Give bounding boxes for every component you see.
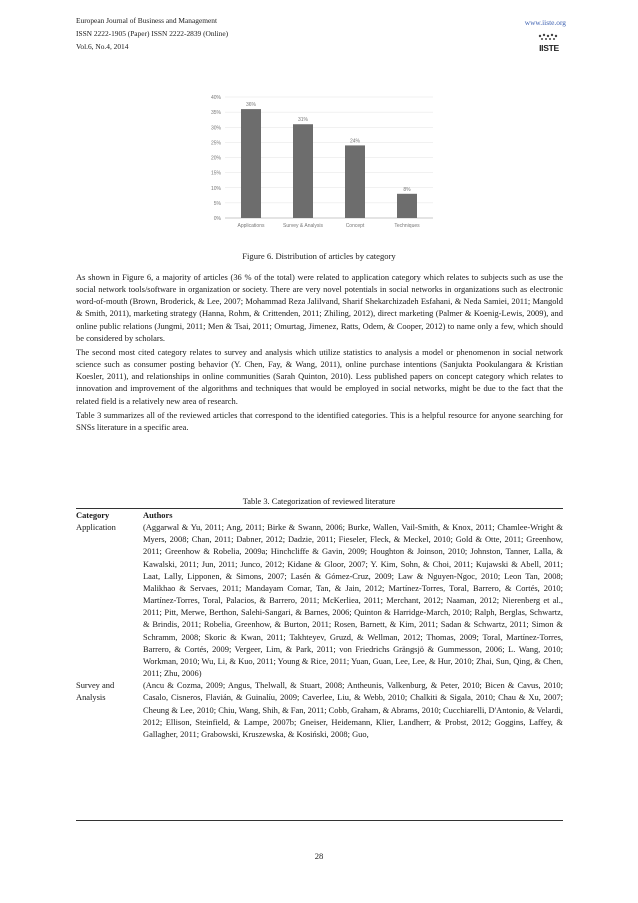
y-tick-label: 5%	[213, 200, 221, 207]
bar	[397, 194, 417, 218]
x-tick-label: Techniques	[394, 223, 420, 229]
iiste-logo	[536, 33, 562, 53]
bar	[241, 109, 261, 218]
bar	[345, 145, 365, 218]
table-bottom-rule	[76, 820, 563, 821]
bar	[293, 124, 313, 218]
table-row	[76, 521, 563, 679]
table-caption: Table 3. Categorization of reviewed literature	[242, 497, 396, 506]
data-label: 8%	[403, 186, 411, 193]
figure-caption: Figure 6. Distribution of articles by category	[242, 251, 396, 261]
y-tick-label: 40%	[210, 95, 221, 101]
y-tick-label: 15%	[210, 170, 221, 177]
logo-text: IISTE	[539, 43, 559, 53]
literature-table	[76, 509, 563, 740]
y-tick-label: 20%	[210, 155, 221, 162]
table-row	[76, 679, 563, 740]
issn-line: ISSN 2222-1905 (Paper) ISSN 2222-2839 (Online)	[76, 29, 229, 38]
row-category: Application	[76, 522, 116, 533]
volume-line: Vol.6, No.4, 2014	[76, 42, 129, 51]
y-tick-label: 0%	[213, 216, 221, 222]
row-authors: (Aggarwal & Yu, 2011; Ang, 2011; Birke & Swann, 2006; Burke, Wallen, Vail-Smith, & Knox, 2011; Chamlee-Wright & Myers, 2008; Chan, 2011; Dabner, 2012; Dadzie, 2011; Fieseler, Fleck, & Meckel, 2010; Gold & Otte, 2011; Greenhow, 2011; Greenhow & Robelia, 2009a; Hinchcliffe & Gavin, 2009; Houghton & Joinson, 2010; Johnston, Tanner, Lalla, & Kawalski, 2011; Jun, 2011; Junco, 2012; Kidane & Gloor, 2007; Y. Kim, Sohn, & Choi, 2011; Kujawski & Abell, 2011; Laat, Lally, Lipponen, & Simons, 2007; Lasén & Gómez-Cruz, 2009; Law & Nguyen-Ngoc, 2010; Leon Tan, 2008; Malikhao & Servaes, 2011; Mandayam Comar, Tan, & Jain, 2012; Martínez-Torres, Toral, Barrero, & Cortés, 2010; Martínez-Torres, Toral, Palacios, & Barrero, 2011; McKerliea, 2011; Merchant, 2012; Naaman, 2012; Nierenberg et al., 2011; Pitt, Merwe, Berthon, Salehi-Sangari, & Barnes, 2006; Quinton & Harridge-March, 2010; Ralph, Berglas, Schwartz, & Brindis, 2011; Robelia, Greenhow, & Burton, 2011; Rosen, Barnett, & Kim, 2011; Sadan & Schwartz, 2011; Simon & Schramm, 2008; Skoric & Kwan, 2011; Takhteyev, Gruzd, & Wellman, 2012; Thomas, 2009; Toral, Martínez-Torres, Barrero, & Cortés, 2009; Vergeer, Lim, & Park, 2011; von Friedrichs Grängsjö & Gummesson, 2006; L. Wang, 2010; Workman, 2010; Wu, Li, & Kuo, 2011; Young & Rice, 2011; Yuan, Guan, Lee, Lee, & Hur, 2010; Zhai, Sun, Qing, & Chen, 2011; Zhu, 2006)	[143, 522, 563, 679]
data-label: 24%	[349, 138, 361, 145]
header-category: Category	[76, 510, 110, 520]
y-tick-label: 35%	[210, 110, 221, 117]
journal-name: European Journal of Business and Management	[76, 16, 218, 25]
y-tick-label: 10%	[210, 185, 221, 192]
data-label: 31%	[297, 117, 309, 124]
page-number: 28	[314, 851, 324, 861]
paragraph: As shown in Figure 6, a majority of articles (36 % of the total) were related to application category which relates to subjects such as use the social network tools/software in organization or society. There are very novel potentials in social networks in organizations such as electronic word-of-mouth (Brown, Broderick, & Lee, 2007; Mohammad Reza Jalilvand, Sharif Shekarchizadeh Esfahani, & Neda Samiei, 2011; Mangold & Smith, 2011), marketing strategy (Hanna, Rohm, & Crittenden, 2011; Zhiling, 2012), direct marketing (Palmer & Koenig-Lewis, 2009), and online public relations (Jungmi, 2011; Men & Tsai, 2011; Omurtag, Jimenez, Ratts, Odem, & Cooper, 2012) to name only a few, which should be considered by scholars.	[76, 272, 563, 343]
y-tick-label: 30%	[210, 125, 221, 132]
x-tick-label: Survey & Analysis	[282, 223, 324, 229]
paragraph: Table 3 summarizes all of the reviewed articles that correspond to the identified categories. This is a helpful resource for anyone searching for SNSs literature in a specific area.	[76, 409, 563, 432]
row-category: Survey and Analysis	[76, 680, 115, 703]
data-label: 36%	[245, 102, 257, 109]
paragraph: The second most cited category relates to survey and analysis which utilize statistics to analysis a model or phenomenon in social network science such as consumer posting behavior (Y. Chen, Fay, & Wang, 2011), online purchase intentions (Sanjukta Pookulangara & Kristian Koesler, 2011), and relationships in online communities (Sarah Quinton, 2010). Less published papers on concept category which relates to innovation and improvement of the algorithms and techniques that would be employed in social networks, might be due to the fact that the related field is a relatively new area of research.	[76, 346, 563, 406]
table-header-row	[76, 509, 563, 521]
x-tick-label: Applications	[237, 223, 265, 229]
x-tick-label: Concept	[345, 223, 365, 229]
y-tick-label: 25%	[210, 140, 221, 147]
body-text	[76, 271, 563, 435]
header-authors: Authors	[143, 510, 173, 520]
row-authors: (Ancu & Cozma, 2009; Angus, Thelwall, & Stuart, 2008; Antheunis, Valkenburg, & Peter, 2010; Bicen & Cavus, 2010; Casalo, Cisneros, Flavián, & Guinalíu, 2009; Caverlee, Liu, & Webb, 2010; Chalkiti & Sigala, 2010; Chau & Xu, 2007; Cheung & Lee, 2010; Chiu, Wang, Shih, & Fan, 2011; Cobb, Graham, & Abrams, 2010; Cucchiarelli, D'Antonio, & Velardi, 2012; Ellison, Steinfield, & Lampe, 2007b; Gneiser, Heidemann, Klier, Landherr, & Probst, 2012; Goggins, Laffey, & Gallagher, 2011; Grabowski, Kruszewska, & Kosiński, 2008; Guo,	[143, 680, 563, 739]
journal-url-link[interactable]: www.iiste.org	[524, 18, 566, 27]
distribution-bar-chart	[195, 90, 440, 238]
